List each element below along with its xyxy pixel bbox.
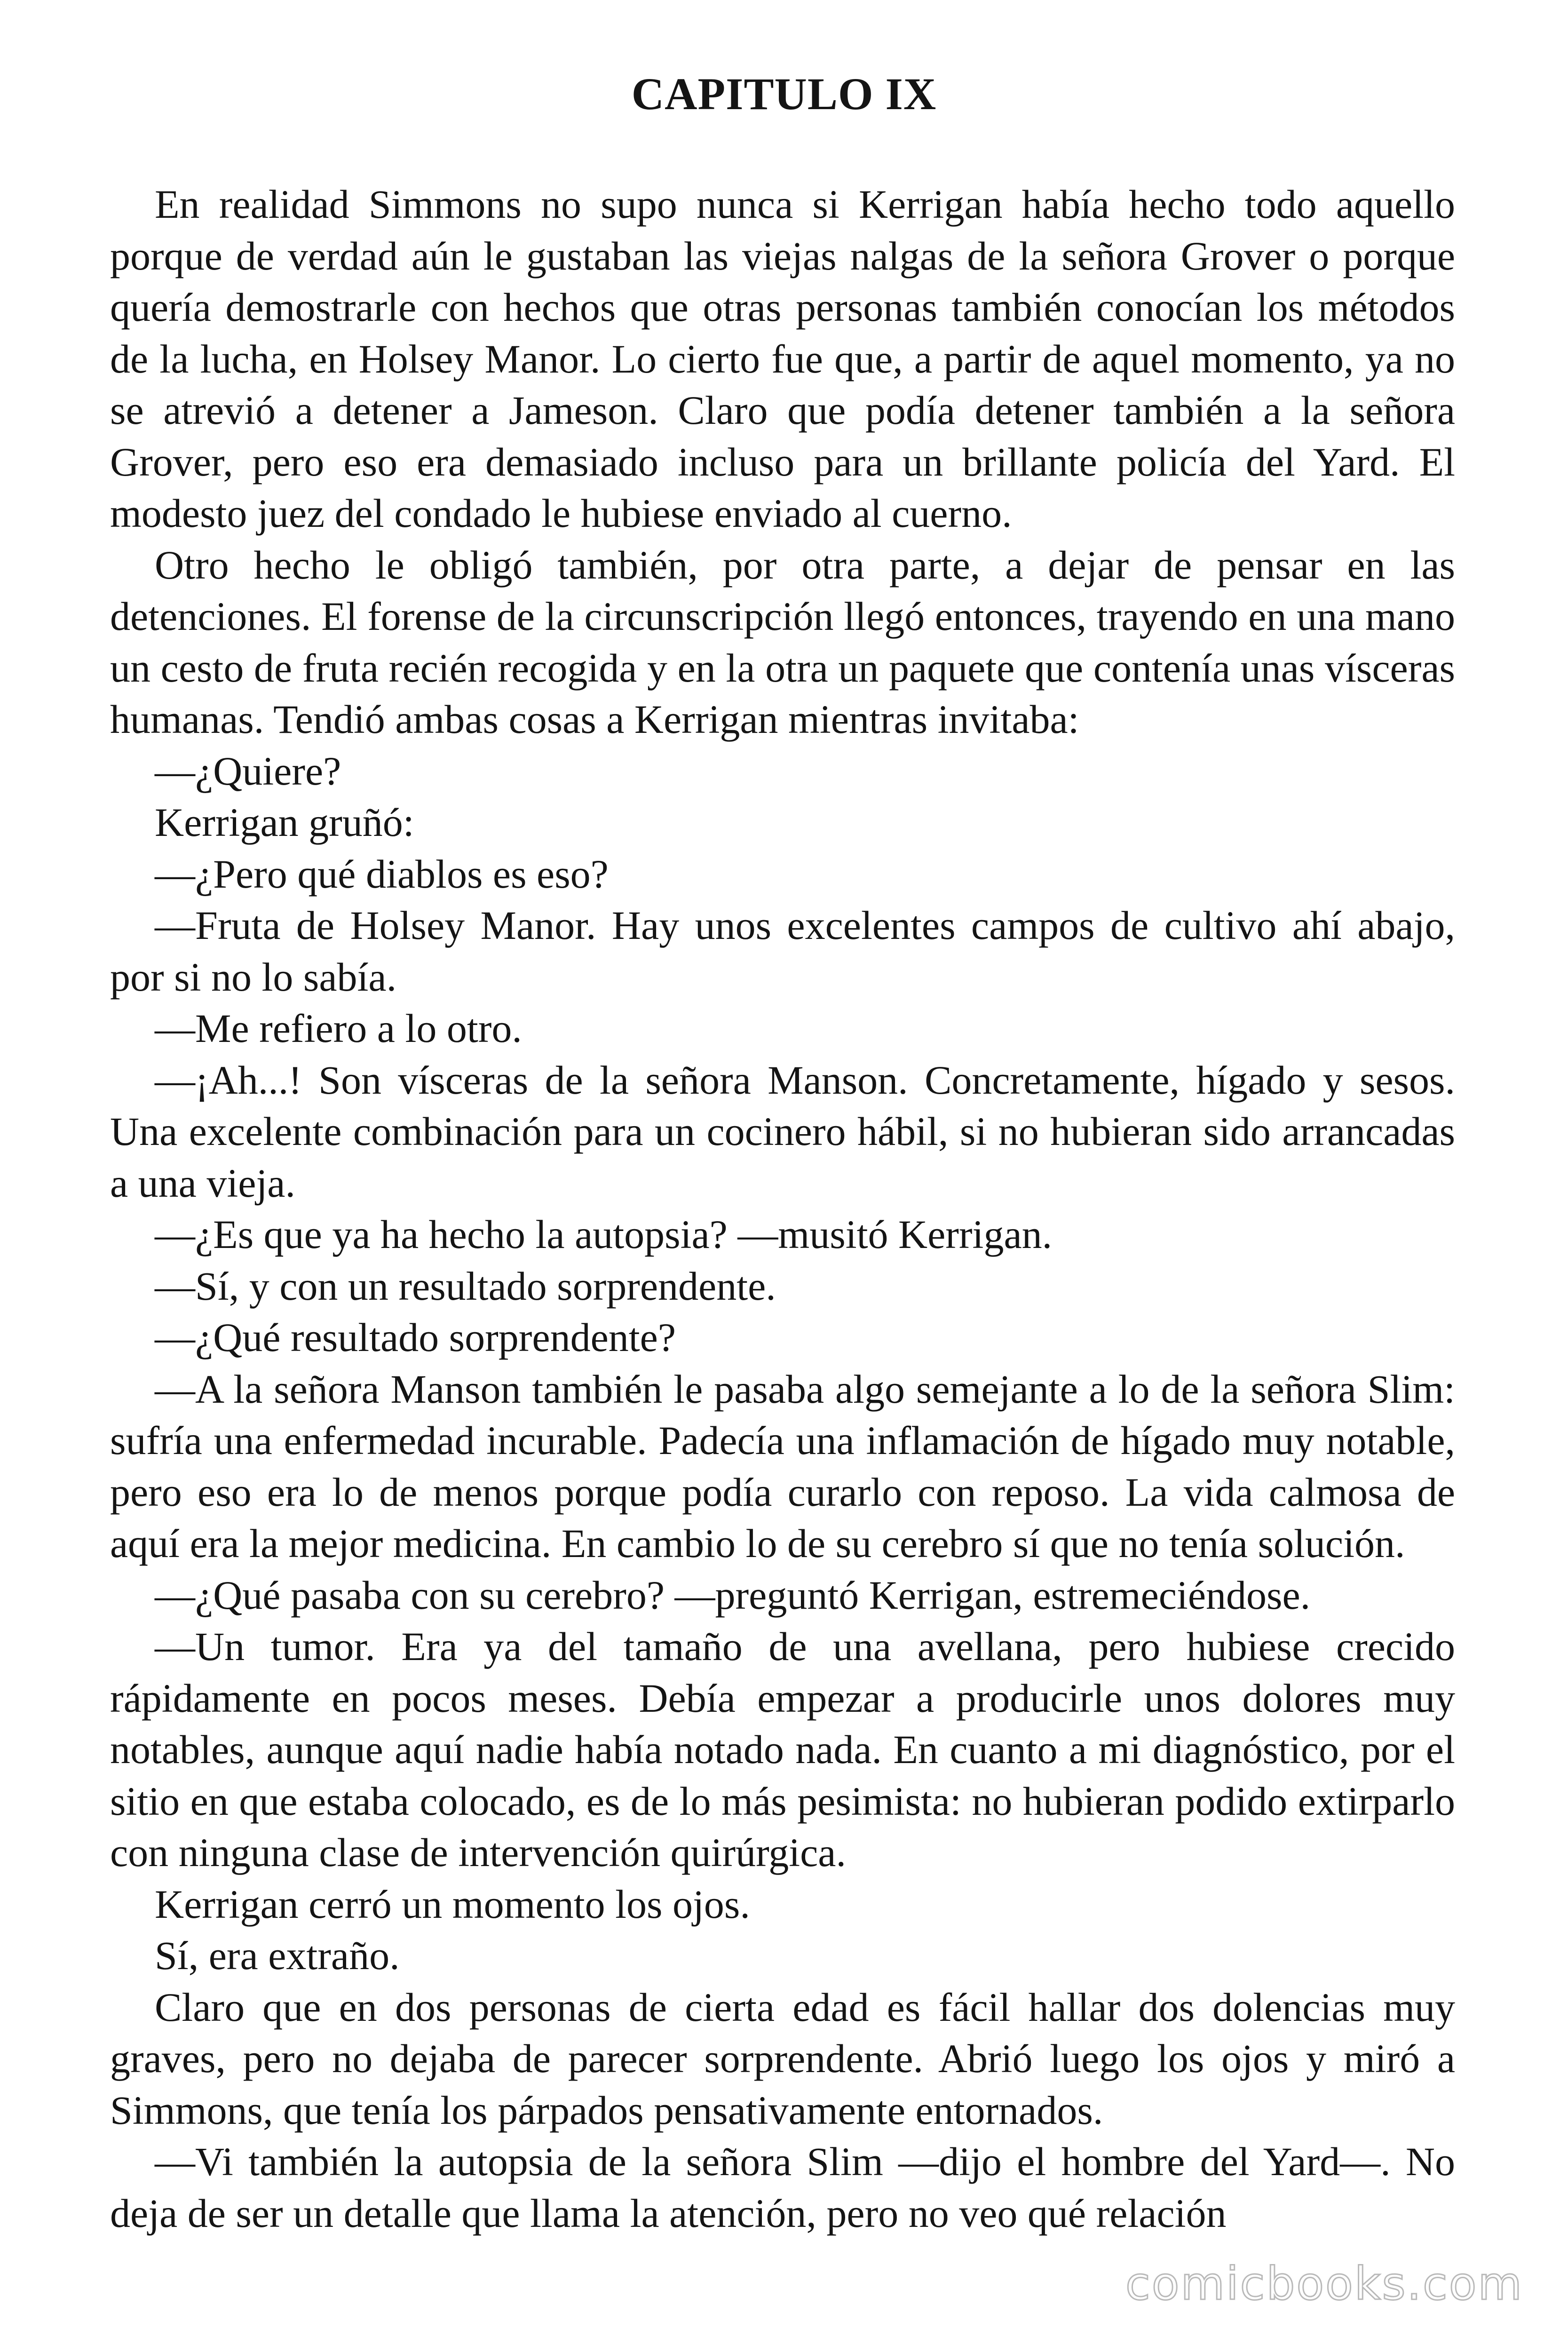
paragraph: —¿Pero qué diablos es eso? [155,851,609,897]
chapter-body [110,179,1455,2239]
paragraph: Sí, era extraño. [155,1933,400,1978]
paragraph: —Un tumor. Era ya del tamaño de una avellana, pero hubiese crecido rápidamente en pocos meses. Debía empezar a producirle unos dolores muy notables, aunque aquí nadie había notado nada. En cuanto a mi diagnóstico, por el sitio en que estaba colocado, es de lo más pesimista: no hubieran podido extirparlo con ninguna clase de intervención quirúrgica. [110,1624,1455,1875]
paragraph: —Fruta de Holsey Manor. Hay unos excelentes campos de cultivo ahí abajo, por si no lo sabía. [110,903,1455,1000]
paragraph: —¡Ah...! Son vísceras de la señora Manson. Concretamente, hígado y sesos. Una excelente combinación para un cocinero hábil, si no hubieran sido arrancadas a una vieja. [110,1057,1455,1206]
paragraph: —¿Quiere? [155,748,341,794]
paragraph: Otro hecho le obligó también, por otra parte, a dejar de pensar en las detenciones. El forense de la circunscripción llegó entonces, trayendo en una mano un cesto de fruta recién recogida y en la otra un paquete que contenía unas vísceras humanas. Tendió ambas cosas a Kerrigan mientras invitaba: [110,542,1455,742]
chapter-title: CAPITULO IX [631,69,937,119]
paragraph: —A la señora Manson también le pasaba algo semejante a lo de la señora Slim: sufría una enfermedad incurable. Padecía una inflamación de hígado muy notable, pero eso era lo de menos porque podía curarlo con reposo. La vida calmosa de aquí era la mejor medicina. En cambio lo de su cerebro sí que no tenía solución. [110,1366,1455,1566]
paragraph: —Me refiero a lo otro. [155,1006,522,1051]
paragraph: —Vi también la autopsia de la señora Slim —dijo el hombre del Yard—. No deja de ser un detalle que llama la atención, pero no veo qué relación [110,2139,1455,2236]
paragraph: —¿Qué resultado sorprendente? [155,1315,676,1360]
paragraph: Kerrigan cerró un momento los ojos. [155,1881,750,1927]
paragraph: —¿Es que ya ha hecho la autopsia? —musitó Kerrigan. [155,1212,1053,1257]
paragraph: En realidad Simmons no supo nunca si Kerrigan había hecho todo aquello porque de verdad aún le gustaban las viejas nalgas de la señora Grover o porque quería demostrarle con hechos que otras personas también conocían los métodos de la lucha, en Holsey Manor. Lo cierto fue que, a partir de aquel momento, ya no se atrevió a detener a Jameson. Claro que podía detener también a la señora Grover, pero eso era demasiado incluso para un brillante policía del Yard. El modesto juez del condado le hubiese enviado al cuerno. [110,182,1455,536]
paragraph: Kerrigan gruñó: [155,800,414,845]
paragraph: —Sí, y con un resultado sorprendente. [155,1263,776,1309]
paragraph: —¿Qué pasaba con su cerebro? —preguntó Kerrigan, estremeciéndose. [155,1572,1311,1618]
watermark: comicbooks.com [1125,2257,1523,2310]
paragraph: Claro que en dos personas de cierta edad es fácil hallar dos dolencias muy graves, pero no dejaba de parecer sorprendente. Abrió luego los ojos y miró a Simmons, que tenía los párpados pensativamente entornados. [110,1984,1455,2133]
